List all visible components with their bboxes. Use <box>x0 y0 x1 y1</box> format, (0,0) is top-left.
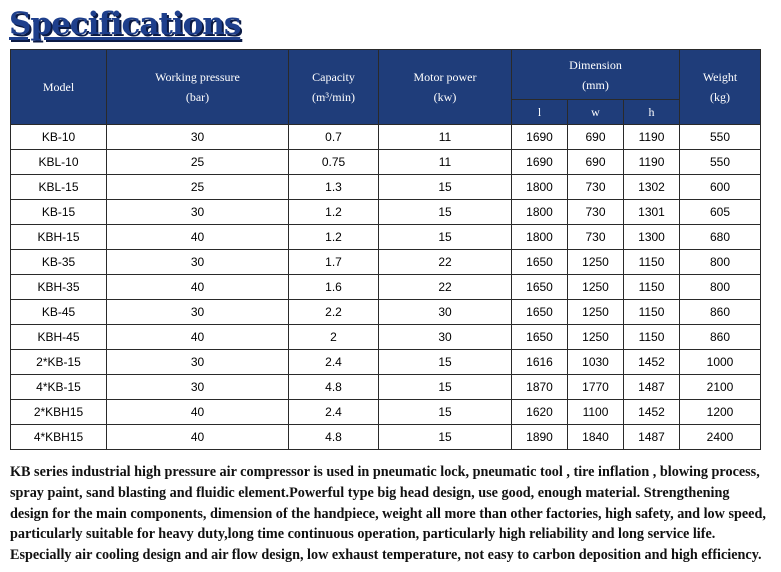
cell-h: 1452 <box>624 350 680 375</box>
cell-l: 1870 <box>512 375 568 400</box>
cell-l: 1800 <box>512 225 568 250</box>
cell-motor: 15 <box>379 225 512 250</box>
cell-pressure: 30 <box>107 200 289 225</box>
cell-capacity: 4.8 <box>289 425 379 450</box>
cell-w: 1840 <box>568 425 624 450</box>
cell-model: 2*KBH15 <box>11 400 107 425</box>
table-row <box>11 125 761 150</box>
cell-motor: 30 <box>379 300 512 325</box>
cell-h: 1150 <box>624 275 680 300</box>
cell-pressure: 25 <box>107 175 289 200</box>
cell-w: 690 <box>568 125 624 150</box>
cell-weight: 2400 <box>680 425 761 450</box>
cell-capacity: 0.7 <box>289 125 379 150</box>
cell-weight: 680 <box>680 225 761 250</box>
description-line: Especially air cooling design and air flow design, low exhaust temperature, not easy to carbon deposition and high efficiency. <box>10 547 762 564</box>
cell-capacity: 1.2 <box>289 200 379 225</box>
cell-capacity: 4.8 <box>289 375 379 400</box>
cell-h: 1150 <box>624 300 680 325</box>
cell-h: 1190 <box>624 125 680 150</box>
table-row <box>11 175 761 200</box>
cell-weight: 800 <box>680 275 761 300</box>
cell-capacity: 1.6 <box>289 275 379 300</box>
cell-capacity: 2.4 <box>289 350 379 375</box>
table-row <box>11 375 761 400</box>
cell-weight: 860 <box>680 325 761 350</box>
table-row <box>11 150 761 175</box>
cell-l: 1650 <box>512 325 568 350</box>
cell-weight: 550 <box>680 150 761 175</box>
cell-weight: 1200 <box>680 400 761 425</box>
cell-pressure: 40 <box>107 325 289 350</box>
table-row <box>11 250 761 275</box>
cell-weight: 550 <box>680 125 761 150</box>
cell-weight: 605 <box>680 200 761 225</box>
cell-weight: 1000 <box>680 350 761 375</box>
cell-w: 1770 <box>568 375 624 400</box>
cell-model: KBL-15 <box>11 175 107 200</box>
cell-model: KBH-15 <box>11 225 107 250</box>
table-row <box>11 275 761 300</box>
cell-pressure: 30 <box>107 350 289 375</box>
cell-l: 1800 <box>512 175 568 200</box>
page-title: Specifications <box>9 6 241 42</box>
cell-pressure: 30 <box>107 250 289 275</box>
header-capacity: Capacity (m³/min) <box>289 50 379 125</box>
description-line: particularly suitable for heavy duty,long time continuous operation, particularly high reliability and long service life. <box>10 526 716 543</box>
cell-motor: 30 <box>379 325 512 350</box>
table-row <box>11 400 761 425</box>
header-dimension: Dimension (mm) <box>512 50 680 100</box>
cell-w: 1030 <box>568 350 624 375</box>
table-row <box>11 350 761 375</box>
cell-w: 730 <box>568 225 624 250</box>
cell-l: 1690 <box>512 150 568 175</box>
table-row <box>11 325 761 350</box>
cell-model: KB-15 <box>11 200 107 225</box>
cell-model: KBH-45 <box>11 325 107 350</box>
cell-w: 1250 <box>568 250 624 275</box>
cell-weight: 600 <box>680 175 761 200</box>
cell-motor: 15 <box>379 400 512 425</box>
table-body <box>11 125 761 450</box>
cell-motor: 15 <box>379 375 512 400</box>
table-row <box>11 300 761 325</box>
cell-motor: 15 <box>379 175 512 200</box>
cell-motor: 15 <box>379 350 512 375</box>
cell-motor: 15 <box>379 425 512 450</box>
cell-model: 4*KBH15 <box>11 425 107 450</box>
description-line: design for the main components, dimension of the handpiece, weight all more than other factories, high safety, and low speed, <box>10 505 766 522</box>
description <box>10 462 778 566</box>
header-dim-h: h <box>624 100 680 125</box>
cell-pressure: 25 <box>107 150 289 175</box>
cell-w: 730 <box>568 200 624 225</box>
cell-l: 1650 <box>512 300 568 325</box>
cell-capacity: 2.2 <box>289 300 379 325</box>
cell-pressure: 40 <box>107 400 289 425</box>
cell-h: 1452 <box>624 400 680 425</box>
description-line: KB series industrial high pressure air compressor is used in pneumatic lock, pneumatic tool , tire inflation , blowing process, <box>10 464 760 480</box>
header-pressure: Working pressure (bar) <box>107 50 289 125</box>
cell-capacity: 2.4 <box>289 400 379 425</box>
spec-table <box>10 49 761 450</box>
header-motor-power: Motor power (kw) <box>379 50 512 125</box>
cell-h: 1487 <box>624 425 680 450</box>
cell-motor: 22 <box>379 275 512 300</box>
cell-l: 1616 <box>512 350 568 375</box>
cell-w: 1250 <box>568 275 624 300</box>
cell-w: 1250 <box>568 325 624 350</box>
cell-capacity: 2 <box>289 325 379 350</box>
cell-motor: 11 <box>379 150 512 175</box>
cell-h: 1150 <box>624 250 680 275</box>
cell-motor: 11 <box>379 125 512 150</box>
cell-weight: 800 <box>680 250 761 275</box>
cell-h: 1300 <box>624 225 680 250</box>
cell-capacity: 1.3 <box>289 175 379 200</box>
cell-pressure: 40 <box>107 225 289 250</box>
cell-l: 1890 <box>512 425 568 450</box>
cell-pressure: 30 <box>107 375 289 400</box>
cell-pressure: 40 <box>107 275 289 300</box>
cell-model: 4*KB-15 <box>11 375 107 400</box>
cell-w: 1100 <box>568 400 624 425</box>
cell-model: KBL-10 <box>11 150 107 175</box>
cell-w: 690 <box>568 150 624 175</box>
cell-l: 1800 <box>512 200 568 225</box>
cell-model: KB-45 <box>11 300 107 325</box>
cell-l: 1650 <box>512 275 568 300</box>
cell-motor: 22 <box>379 250 512 275</box>
cell-weight: 860 <box>680 300 761 325</box>
cell-weight: 2100 <box>680 375 761 400</box>
cell-h: 1190 <box>624 150 680 175</box>
cell-w: 1250 <box>568 300 624 325</box>
header-model: Model <box>11 50 107 125</box>
cell-l: 1690 <box>512 125 568 150</box>
cell-l: 1620 <box>512 400 568 425</box>
cell-motor: 15 <box>379 200 512 225</box>
cell-model: 2*KB-15 <box>11 350 107 375</box>
cell-model: KBH-35 <box>11 275 107 300</box>
cell-h: 1302 <box>624 175 680 200</box>
table-row <box>11 225 761 250</box>
cell-model: KB-10 <box>11 125 107 150</box>
header-dim-l: l <box>512 100 568 125</box>
table-row <box>11 425 761 450</box>
description-line: spray paint, sand blasting and fluidic element.Powerful type big head design, use good, enough material. Strengthening <box>10 484 730 501</box>
header-dim-w: w <box>568 100 624 125</box>
cell-capacity: 1.7 <box>289 250 379 275</box>
header-weight: Weight (kg) <box>680 50 761 125</box>
header-row <box>11 50 761 100</box>
cell-pressure: 40 <box>107 425 289 450</box>
cell-l: 1650 <box>512 250 568 275</box>
cell-capacity: 0.75 <box>289 150 379 175</box>
table-row <box>11 200 761 225</box>
cell-pressure: 30 <box>107 300 289 325</box>
cell-w: 730 <box>568 175 624 200</box>
cell-h: 1150 <box>624 325 680 350</box>
cell-capacity: 1.2 <box>289 225 379 250</box>
cell-pressure: 30 <box>107 125 289 150</box>
cell-model: KB-35 <box>11 250 107 275</box>
cell-h: 1487 <box>624 375 680 400</box>
cell-h: 1301 <box>624 200 680 225</box>
